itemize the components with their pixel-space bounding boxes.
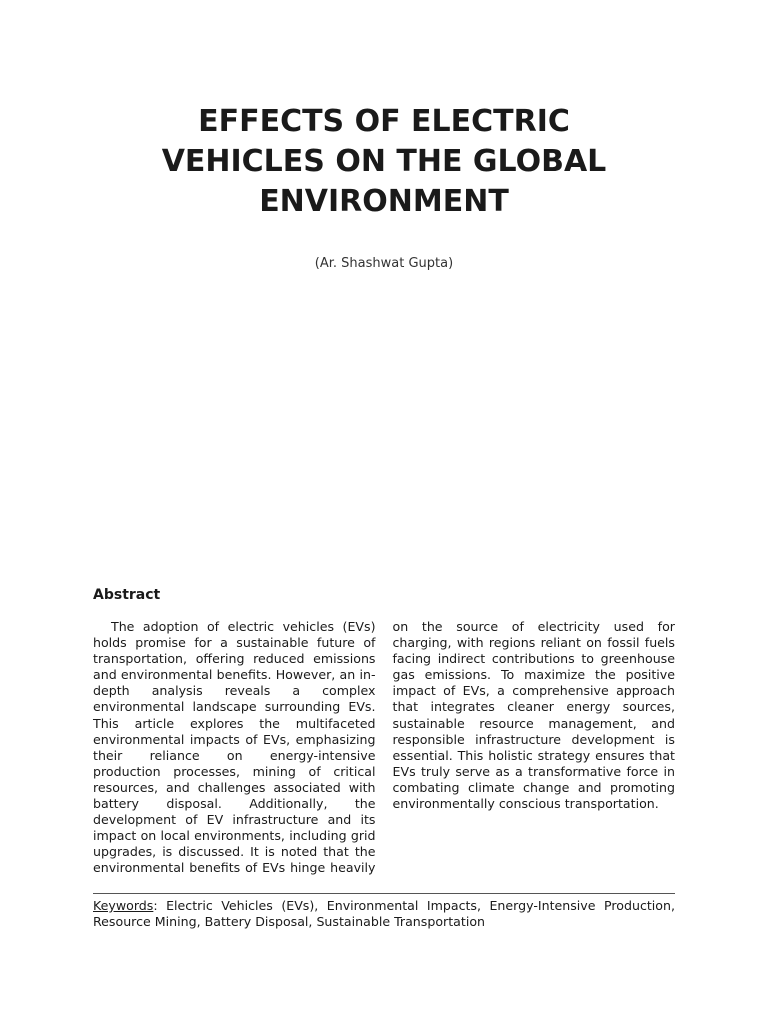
paper-title	[100, 102, 668, 222]
keywords-text: Electric Vehicles (EVs), Environmental Impacts, Energy-Intensive Production, Resource Mining, Battery Disposal, Sustainable Transportation	[93, 898, 675, 930]
abstract-body	[93, 619, 675, 879]
author-name: (Ar. Shashwat Gupta)	[314, 256, 454, 271]
title-line-1: EFFECTS OF ELECTRIC	[198, 104, 570, 139]
keywords	[93, 898, 675, 930]
abstract-heading: Abstract	[93, 587, 161, 603]
title-line-2: VEHICLES ON THE GLOBAL	[161, 144, 607, 179]
title-line-3: ENVIRONMENT	[259, 184, 509, 219]
keywords-separator: :	[153, 898, 158, 913]
abstract-paragraph: The adoption of electric vehicles (EVs) holds promise for a sustainable future of transportation, offering reduced emissions and environmental benefits. However, an in-depth analysis reveals a complex environmental landscape surrounding EVs. This article explores the multifaceted environmental impacts of EVs, emphasizing their reliance on energy-intensive production processes, mining of critical resources, and challenges associated with battery disposal. Additionally, the development of EV infrastructure and its impact on local environments, including grid upgrades, is discussed. It is noted that the environmental benefits of EVs hinge heavily on the source of electricity used for charging, with regions reliant on fossil fuels facing indirect contributions to greenhouse gas emissions. To maximize the positive impact of EVs, a comprehensive approach that integrates cleaner energy sources, sustainable resource management, and responsible infrastructure development is essential. This holistic strategy ensures that EVs truly serve as a transformative force in combating climate change and promoting environmentally conscious transportation.	[93, 619, 675, 876]
keywords-divider	[93, 893, 675, 894]
keywords-label: Keywords	[93, 898, 154, 913]
